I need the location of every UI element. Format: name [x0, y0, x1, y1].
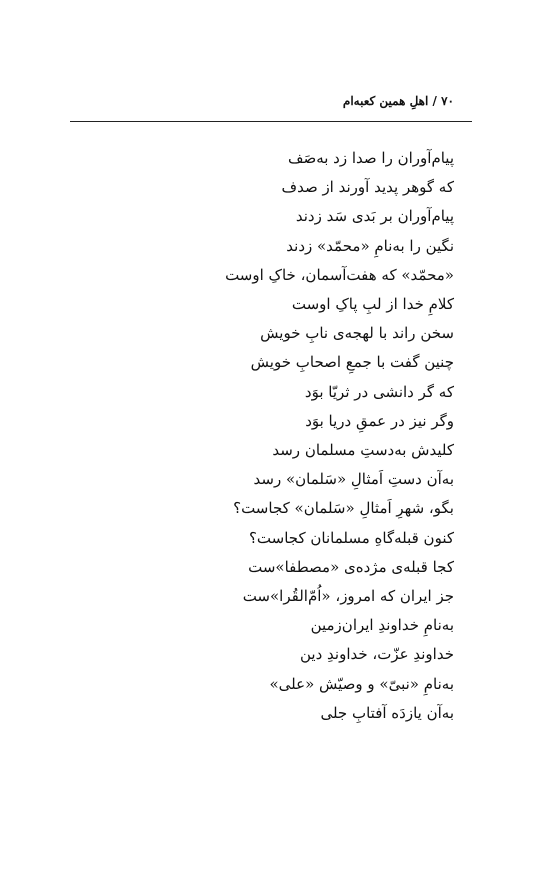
verse-line: کنون قبله‌گاهِ مسلمانان کجاست؟: [248, 528, 454, 547]
verse-line: که گوهر پدید آورند از صدف: [281, 178, 454, 197]
verse-line: «محمّد» که هفت‌آسمان، خاکِ اوست: [225, 265, 454, 284]
book-title: اهلِ همین کعبه‌ام: [342, 94, 429, 108]
poem: [94, 144, 454, 728]
verse-line: پیام‌آوران را صدا زد به‌صَف: [287, 149, 454, 167]
verse-line: به‌نامِ «نبیّ» و وصیّش «علی»: [269, 674, 454, 693]
verse-line: به‌آن دستِ اَمثالِ «سَلمان» رسد: [253, 470, 454, 489]
verse-line: سخن راند با لهجه‌ی نابِ خویش: [260, 324, 454, 343]
verse-line: پیام‌آوران بر بَدی سَد زدند: [295, 207, 454, 226]
verse-line: جز ایران که امروز، «اُمّ‌القُرا»ست: [242, 587, 454, 606]
verse-line: کلیدش به‌دستِ مسلمان رسد: [272, 441, 454, 460]
verse-line: وگر نیز در عمقِ دریا بوَد: [305, 411, 454, 430]
verse-line: خداوندِ عزّت، خداوندِ دین: [300, 645, 454, 664]
verse-line: نگین را به‌نامِ «محمّد» زدند: [286, 236, 454, 255]
verse-line: کجا قبله‌ی مژده‌ی «مصطفا»ست: [248, 557, 454, 576]
verse-line: کلامِ خدا از لبِ پاکِ اوست: [291, 295, 454, 314]
verse-line: چنین گفت با جمعِ اصحابِ خویش: [250, 353, 454, 372]
verse-line: که گر دانشی در ثریّا بوَد: [304, 382, 454, 401]
verse-line: بگو، شهرِ اَمثالِ «سَلمان» کجاست؟: [233, 499, 454, 518]
page-number: ۷۰: [441, 94, 454, 108]
header-separator: /: [432, 94, 437, 108]
header-rule: [70, 121, 472, 122]
verse-line: به‌نامِ خداوندِ ایران‌زمین: [310, 616, 454, 635]
running-header: [343, 92, 454, 110]
verse-line: به‌آن یازدَه آفتابِ جلی: [320, 703, 454, 722]
